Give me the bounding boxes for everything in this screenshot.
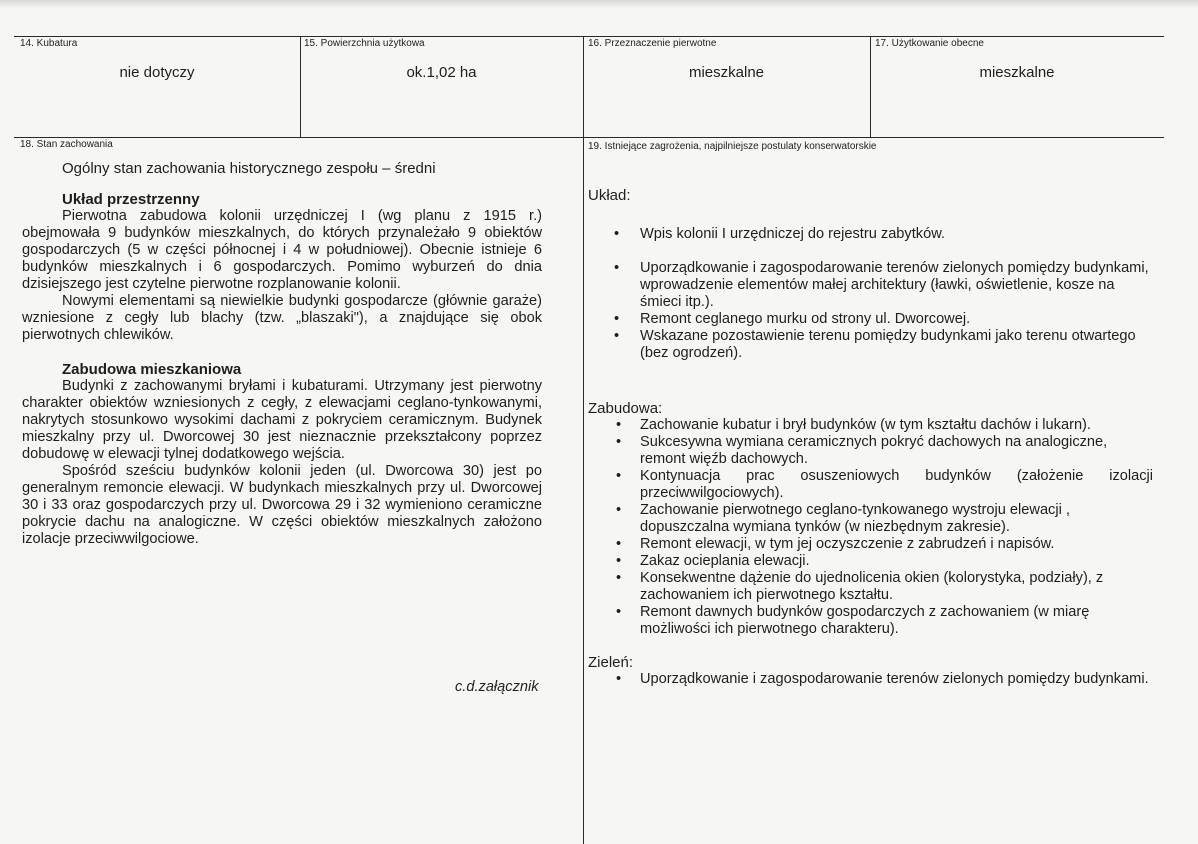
powierzchnia-value: ok.1,02 ha bbox=[406, 64, 477, 81]
list-item: • Zachowanie kubatur i brył budynków (w tym kształtu dachów i lukarn). bbox=[588, 417, 1153, 434]
uzytkowanie-value: mieszkalne bbox=[979, 64, 1055, 81]
uklad-paragraph-2: Nowymi elementami są niewielkie budynki gospodarcze (głównie garaże) wzniesione z cegły lub blachy (tzw. „blaszaki"), a znajdujące się obok pierwotnych chlewików. bbox=[22, 293, 542, 343]
przeznaczenie-label: 16. Przeznaczenie pierwotne bbox=[588, 38, 717, 49]
przeznaczenie-value: mieszkalne bbox=[688, 64, 765, 81]
top-rule bbox=[14, 36, 1164, 37]
stan-zachowania-section bbox=[22, 160, 542, 548]
stan-label: 18. Stan zachowania bbox=[20, 139, 113, 150]
list-item: • Kontynuacja prac osuszeniowych budynków (założenie izolacji przeciwwilgociowych). bbox=[588, 468, 1153, 502]
uzytkowanie-label: 17. Użytkowanie obecne bbox=[875, 38, 984, 49]
middle-rule bbox=[14, 137, 1164, 138]
list-item: • Uporządkowanie i zagospodarowanie terenów zielonych pomiędzy budynkami, wprowadzenie elementów małej architektury (ławki, oświetlenie, kosze na śmieci itp.). bbox=[588, 260, 1153, 311]
zabudowa-title: Zabudowa: bbox=[588, 400, 663, 417]
zabudowa-mieszkaniowa-heading: Zabudowa mieszkaniowa bbox=[62, 361, 242, 378]
continuation-note: c.d.załącznik bbox=[455, 679, 539, 695]
list-item: • Wskazane pozostawienie terenu pomiędzy budynkami jako terenu otwartego (bez ogrodzeń). bbox=[588, 328, 1153, 362]
list-item: • Uporządkowanie i zagospodarowanie terenów zielonych pomiędzy budynkami. bbox=[588, 671, 1153, 688]
uklad-list bbox=[588, 226, 1153, 362]
kubatura-value: nie dotyczy bbox=[119, 64, 195, 81]
zabudowa-list bbox=[588, 417, 1153, 638]
list-item: • Remont ceglanego murku od strony ul. Dworcowej. bbox=[588, 311, 1153, 328]
list-item: • Konsekwentne dążenie do ujednolicenia okien (kolorystyka, podziały), z zachowaniem ich pierwotnego kształtu. bbox=[588, 570, 1153, 604]
list-item: • Wpis kolonii I urzędniczej do rejestru zabytków. bbox=[588, 226, 1153, 243]
list-item: • Remont elewacji, w tym jej oczyszczenie z zabrudzeń i napisów. bbox=[588, 536, 1153, 553]
zabudowa-paragraph-1: Budynki z zachowanymi bryłami i kubaturami. Utrzymany jest pierwotny charakter obiektów wzniesionych z cegły, z elewacjami ceglano-tynkowanymi, nakrytych stosunkowo wysokimi dachami z pokryciem ceramicznym. Budynek mieszkalny przy ul. Dworcowej 30 jest nieznacznie przekształcony poprzez dobudowę w elewacji tylnej dodatkowego wejścia. bbox=[22, 378, 542, 462]
list-item: • Remont dawnych budynków gospodarczych z zachowaniem (w miarę możliwości ich pierwotnego charakteru). bbox=[588, 604, 1153, 638]
zielen-title: Zieleń: bbox=[588, 654, 634, 671]
zabudowa-paragraph-2: Spośród sześciu budynków kolonii jeden (ul. Dworcowa 30) jest po generalnym remoncie elewacji. W budynkach mieszkalnych przy ul. Dworcowej 30 i 33 oraz gospodarczych przy ul. Dworcowa 29 i 32 wymieniono ceramiczne pokrycie dachu na analogiczne. W części obiektów mieszkalnych założono izolacje przeciwwilgociowe. bbox=[22, 463, 542, 547]
uklad-przestrzenny-heading: Układ przestrzenny bbox=[62, 191, 200, 208]
stan-intro: Ogólny stan zachowania historycznego zespołu – średni bbox=[62, 160, 436, 177]
list-item: • Zachowanie pierwotnego ceglano-tynkowanego wystroju elewacji , dopuszczalna wymiana tynków (w niezbędnym zakresie). bbox=[588, 502, 1153, 536]
zielen-list bbox=[588, 671, 1153, 688]
divider-main bbox=[583, 36, 584, 844]
postulaty-section bbox=[588, 187, 1153, 688]
uklad-title: Układ: bbox=[588, 187, 631, 204]
kubatura-label: 14. Kubatura bbox=[20, 38, 78, 49]
powierzchnia-label: 15. Powierzchnia użytkowa bbox=[304, 38, 425, 49]
divider-16-17 bbox=[870, 36, 871, 137]
list-item: • Zakaz ocieplania elewacji. bbox=[588, 553, 1153, 570]
list-item: • Sukcesywna wymiana ceramicznych pokryć dachowych na analogiczne, remont więźb dachowych. bbox=[588, 434, 1153, 468]
zagrozenia-label: 19. Istniejące zagrożenia, najpilniejsze postulaty konserwatorskie bbox=[588, 141, 877, 152]
divider-14-15 bbox=[300, 36, 301, 137]
scan-edge bbox=[0, 0, 1198, 8]
uklad-paragraph-1: Pierwotna zabudowa kolonii urzędniczej I (wg planu z 1915 r.) obejmowała 9 budynków mieszkalnych, do których przynależało 9 obiektów gospodarczych (5 w części północnej i 4 w południowej). Obecnie istnieje 6 budynków mieszkalnych i 6 gospodarczych. Pomimo wyburzeń do dnia dzisiejszego jest czytelne pierwotne rozplanowanie kolonii. bbox=[22, 208, 542, 292]
